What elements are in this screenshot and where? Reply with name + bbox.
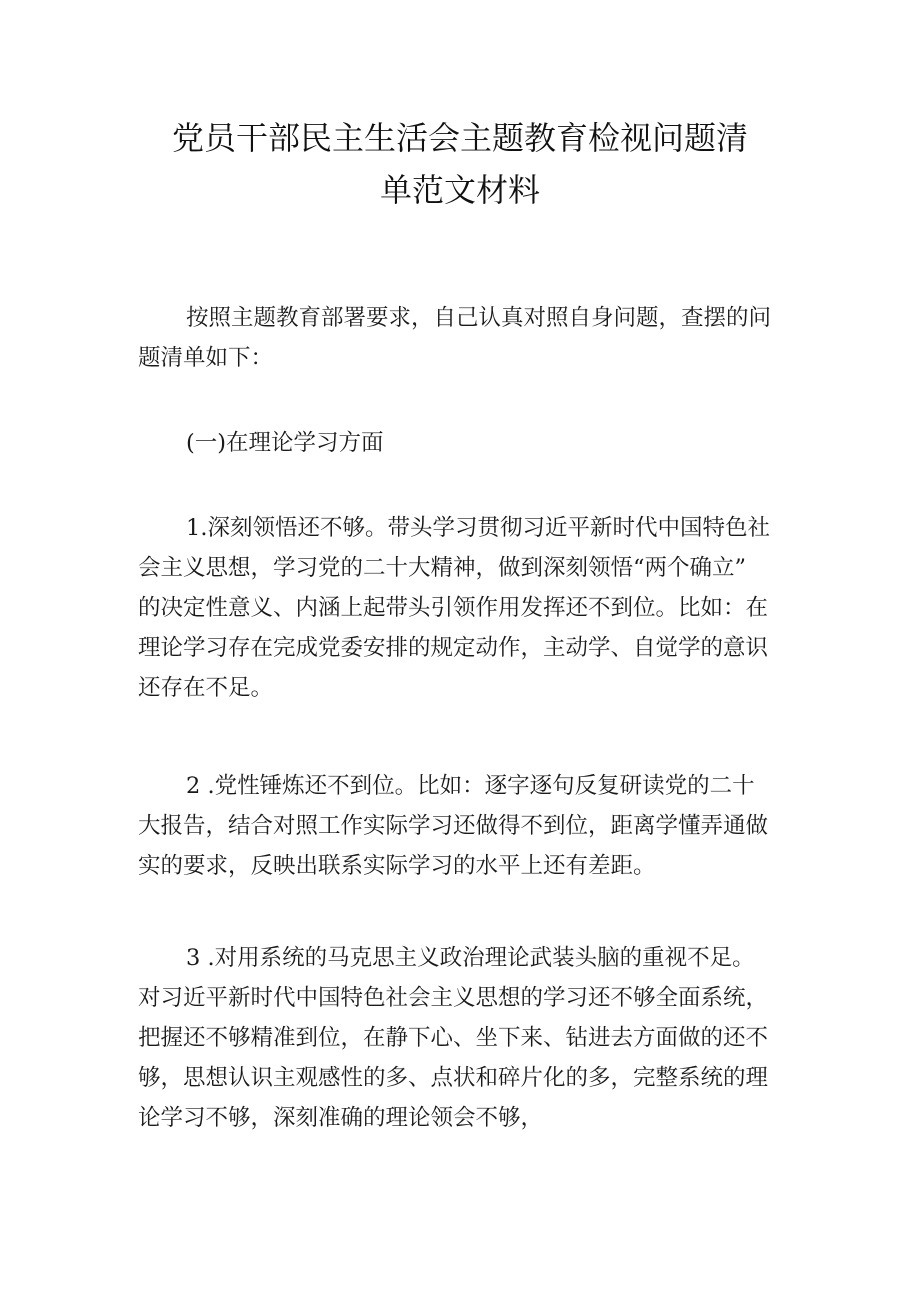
paragraph-line: 1.深刻领悟还不够。带头学习贯彻习近平新时代中国特色社 <box>186 515 770 541</box>
item-2-paragraph <box>138 766 788 886</box>
paragraph-line: 3 .对用系统的马克思主义政治理论武装头脑的重视不足。 <box>186 945 755 971</box>
paragraph-line: 把握还不够精准到位，在静下心、坐下来、钻进去方面做的还不 <box>138 1025 769 1051</box>
section-heading <box>138 423 788 463</box>
paragraph-line: 对习近平新时代中国特色社会主义思想的学习还不够全面系统， <box>138 985 769 1011</box>
document-title <box>120 112 800 216</box>
paragraph-line: 的决定性意义、内涵上起带头引领作用发挥还不到位。比如：在 <box>138 595 769 621</box>
item-3-paragraph <box>138 938 788 1138</box>
paragraph-line: (一)在理论学习方面 <box>186 430 384 456</box>
title-line-1: 党员干部民主生活会主题教育检视问题清 <box>171 119 748 157</box>
paragraph-line: 实的要求，反映出联系实际学习的水平上还有差距。 <box>138 853 656 879</box>
paragraph-line: 会主义思想，学习党的二十大精神，做到深刻领悟“两个确立” <box>138 555 747 581</box>
title-line-2: 单范文材料 <box>379 171 540 209</box>
paragraph-line: 还存在不足。 <box>138 675 274 701</box>
intro-paragraph <box>138 298 788 378</box>
paragraph-line: 按照主题教育部署要求，自己认真对照自身问题，查摆的问 <box>186 305 772 331</box>
paragraph-line: 够，思想认识主观感性的多、点状和碎片化的多，完整系统的理 <box>138 1065 769 1091</box>
paragraph-line: 理论学习存在完成党委安排的规定动作，主动学、自觉学的意识 <box>138 635 769 661</box>
paragraph-line: 2 .党性锤炼还不到位。比如：逐字逐句反复研读党的二十 <box>186 773 755 799</box>
paragraph-line: 论学习不够，深刻准确的理论领会不够， <box>138 1105 544 1131</box>
paragraph-line: 题清单如下： <box>138 345 274 371</box>
paragraph-line: 大报告，结合对照工作实际学习还做得不到位，距离学懂弄通做 <box>138 813 769 839</box>
item-1-paragraph <box>138 508 788 708</box>
